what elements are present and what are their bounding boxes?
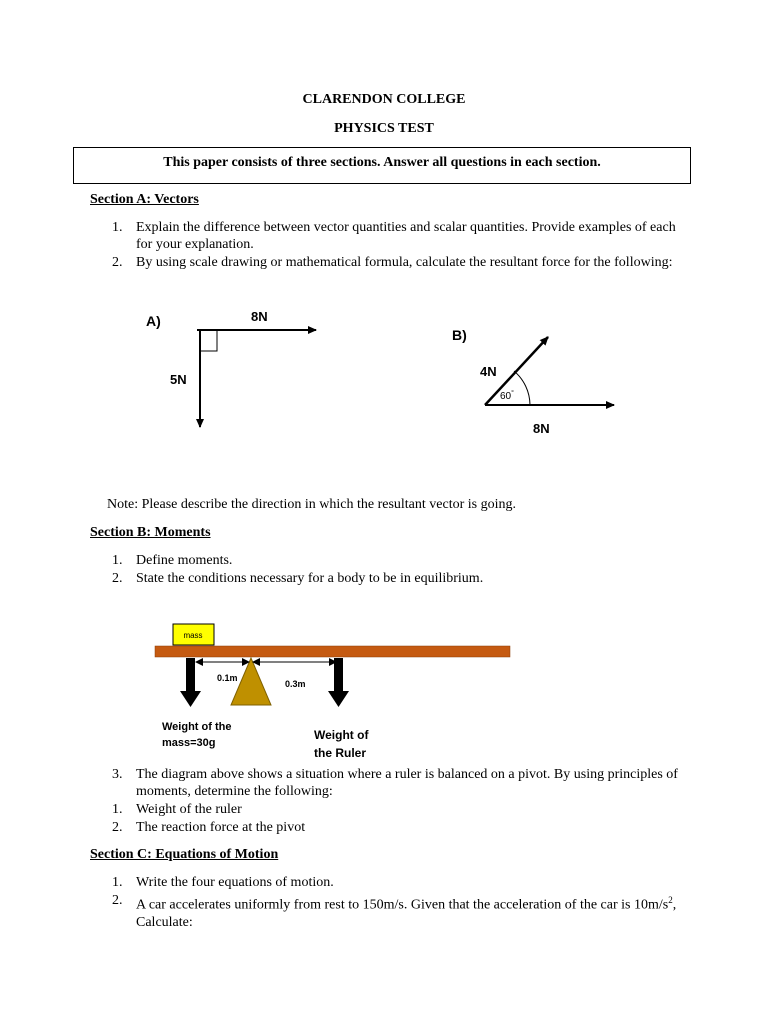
section-b-heading: Section B: Moments: [90, 525, 211, 540]
direction-note: Note: Please describe the direction in which the resultant vector is going.: [107, 497, 516, 512]
instructions-text: This paper consists of three sections. Answer all questions in each section.: [163, 155, 601, 170]
weight-mass-label-line2: mass=30g: [162, 737, 216, 749]
distance-left-label: 0.1m: [217, 673, 238, 683]
section-c-heading: Section C: Equations of Motion: [90, 847, 279, 862]
distance-right-label: 0.3m: [285, 679, 306, 689]
question-number: 3.: [112, 767, 123, 782]
diagram-b-label: B): [452, 327, 467, 343]
diagram-a-8n-label: 8N: [251, 309, 268, 324]
question-number: 2.: [112, 893, 123, 908]
right-angle-marker: [200, 330, 217, 351]
question-text: Explain the difference between vector quantities and scalar quantities. Provide examples of each for your explanation.: [136, 220, 676, 252]
test-title: PHYSICS TEST: [334, 121, 434, 136]
weight-ruler-label-line1: Weight of: [314, 728, 369, 742]
question-text: The reaction force at the pivot: [136, 820, 306, 835]
question-text: [136, 892, 692, 931]
question-text-main: A car accelerates uniformly from rest to 150m/s. Given that the acceleration of the car is 10m/s: [136, 897, 669, 913]
question-text-line2: Calculate:: [136, 914, 193, 930]
angle-label: 60°: [500, 390, 514, 402]
question-text: Weight of the ruler: [136, 802, 242, 817]
question-text: By using scale drawing or mathematical formula, calculate the resultant force for the following:: [136, 255, 673, 270]
college-title: CLARENDON COLLEGE: [302, 92, 466, 107]
question-text: State the conditions necessary for a body to be in equilibrium.: [136, 571, 484, 586]
question-number: 2.: [112, 820, 123, 835]
question-text: Define moments.: [136, 553, 233, 568]
diagram-a-label: A): [146, 313, 161, 329]
weight-ruler-arrow-head: [328, 691, 349, 707]
question-text: The diagram above shows a situation where a ruler is balanced on a pivot. By using principles of moments, determine the following:: [136, 767, 678, 799]
question-text: Write the four equations of motion.: [136, 875, 334, 890]
weight-ruler-label-line2: the Ruler: [314, 746, 367, 760]
weight-mass-label-line1: Weight of the: [162, 721, 232, 733]
question-text-comma: ,: [672, 897, 677, 913]
weight-mass-arrow-shaft: [186, 658, 195, 693]
question-number: 2.: [112, 255, 123, 270]
instructions-box: [73, 147, 691, 184]
vector-diagrams: [0, 295, 768, 445]
ruler: [155, 646, 510, 657]
angle-arc: [514, 371, 530, 405]
section-a-heading: Section A: Vectors: [90, 192, 199, 207]
mass-label: mass: [183, 631, 203, 640]
diagram-b-8n-label: 8N: [533, 421, 550, 436]
weight-ruler-arrow-shaft: [334, 658, 343, 693]
diagram-a-5n-label: 5N: [170, 372, 187, 387]
question-number: 2.: [112, 571, 123, 586]
superscript-2: 2: [668, 895, 673, 905]
diagram-b-4n-label: 4N: [480, 364, 497, 379]
question-number: 1.: [112, 875, 123, 890]
question-number: 1.: [112, 802, 123, 817]
weight-mass-arrow-head: [180, 691, 201, 707]
question-number: 1.: [112, 220, 123, 235]
moments-diagram: [0, 615, 768, 765]
question-number: 1.: [112, 553, 123, 568]
